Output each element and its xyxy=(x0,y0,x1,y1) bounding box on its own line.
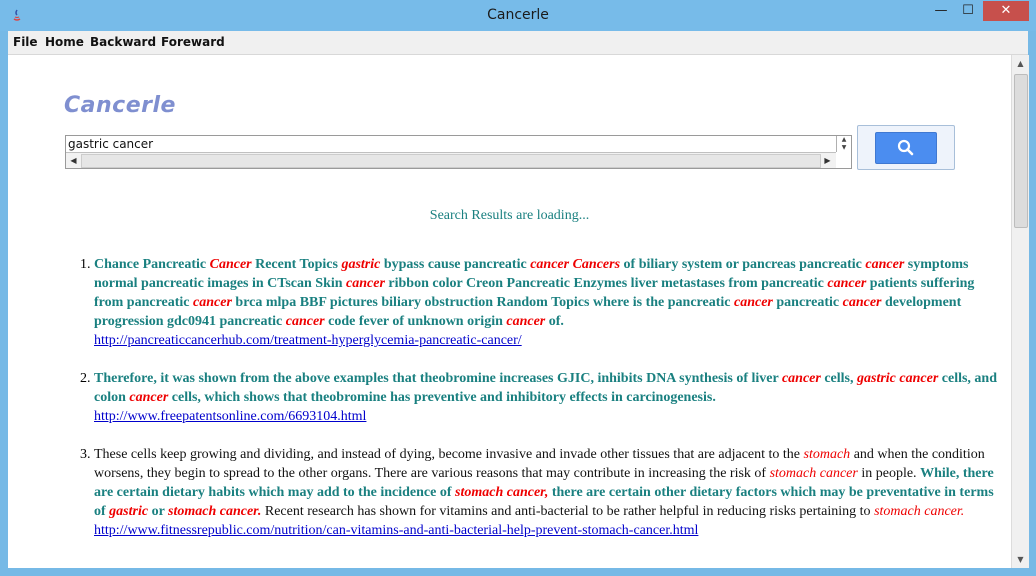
highlight-term: gastric cancer xyxy=(857,371,939,386)
result-item xyxy=(94,445,1006,540)
snippet-text: bypass cause pancreatic xyxy=(380,257,531,272)
snippet-text: in people. xyxy=(857,466,921,481)
result-snippet xyxy=(94,369,1006,407)
snippet-text: development progression gdc0941 pancreatic xyxy=(94,295,962,329)
scroll-left-arrow-icon[interactable]: ◀ xyxy=(70,156,77,165)
result-snippet xyxy=(94,255,1006,331)
snippet-text: Therefore, it was shown from the above examples that theobromine increases GJIC, inhibits DNA synthesis of liver xyxy=(94,371,782,386)
highlight-term: cancer xyxy=(193,295,232,310)
highlight-term: cancer xyxy=(781,371,821,386)
title-bar xyxy=(0,0,1036,31)
snippet-text: cells, which shows that theobromine has preventive and inhibitory effects in carcinogenesis. xyxy=(168,390,716,405)
highlight-term: cancer xyxy=(346,276,385,291)
scroll-up-arrow-icon[interactable]: ▲ xyxy=(1017,59,1024,68)
menu-file[interactable]: File xyxy=(13,35,38,49)
scroll-thumb[interactable] xyxy=(1014,74,1028,228)
search-input[interactable] xyxy=(67,137,833,151)
snippet-text: pancreatic xyxy=(772,295,843,310)
close-button[interactable]: ✕ xyxy=(983,1,1029,21)
highlight-term: gastric xyxy=(341,257,381,272)
snippet-text: patients suffering from pancreatic xyxy=(94,276,975,310)
app-logo: Cancerle xyxy=(64,93,176,118)
result-snippet xyxy=(94,445,1006,521)
highlight-term: stomach cancer. xyxy=(168,504,262,519)
scroll-track[interactable] xyxy=(81,154,821,168)
snippet-text: While, there are certain dietary habits which may add to the incidence of xyxy=(94,466,994,500)
vertical-scrollbar[interactable] xyxy=(1011,55,1029,568)
snippet-text: cells, xyxy=(820,371,857,386)
snippet-text: symptoms normal pancreatic images in CTscan Skin xyxy=(94,257,969,291)
menu-home[interactable]: Home xyxy=(45,35,84,49)
highlight-term: cancer xyxy=(285,314,325,329)
menu-bar xyxy=(8,31,1028,55)
scroll-down-arrow-icon[interactable]: ▼ xyxy=(1017,555,1024,564)
snippet-text: and when the condition worsens, they begin to spread to the other organs. There are various reasons that may contribute in increasing the risk of xyxy=(94,447,985,481)
search-button-frame[interactable] xyxy=(857,125,955,170)
search-icon xyxy=(876,133,936,163)
loading-status: Search Results are loading... xyxy=(429,208,590,223)
snippet-text: Chance Pancreatic xyxy=(94,257,210,272)
browser-content xyxy=(8,55,1011,568)
highlight-term: cancer Cancers xyxy=(530,257,621,272)
highlight-term: stomach cancer. xyxy=(874,504,965,519)
snippet-text: code fever of unknown origin xyxy=(324,314,507,329)
snippet-text: ribbon color Creon Pancreatic Enzymes liver metastases from pancreatic xyxy=(384,276,828,291)
search-box xyxy=(65,135,852,169)
search-button[interactable] xyxy=(875,132,937,164)
menu-backward[interactable]: Backward xyxy=(90,35,157,49)
snippet-text: there are certain other dietary factors which may be preventative in terms of xyxy=(94,485,994,519)
snippet-text: Recent research has shown for vitamins and anti-bacterial to be rather helpful in reducing risks pertaining to xyxy=(261,504,875,519)
maximize-button[interactable]: ☐ xyxy=(962,3,974,18)
snippet-text: cells, and colon xyxy=(94,371,997,405)
menu-foreward[interactable]: Foreward xyxy=(161,35,225,49)
result-link[interactable]: http://www.freepatentsonline.com/6693104.html xyxy=(94,409,367,424)
highlight-term: Cancer xyxy=(209,257,252,272)
result-item xyxy=(94,255,1006,350)
snippet-text: of biliary system or pancreas pancreatic xyxy=(620,257,866,272)
spinner-arrows[interactable]: ▲ ▼ xyxy=(836,136,851,152)
highlight-term: stomach xyxy=(803,447,851,462)
highlight-term: stomach cancer, xyxy=(455,485,549,500)
scroll-right-arrow-icon[interactable]: ▶ xyxy=(824,156,831,165)
minimize-button[interactable]: — xyxy=(934,3,948,18)
snippet-text: Recent Topics xyxy=(251,257,342,272)
highlight-term: stomach cancer xyxy=(769,466,858,481)
snippet-text: of. xyxy=(545,314,564,329)
result-link[interactable]: http://pancreaticcancerhub.com/treatment-hyperglycemia-pancreatic-cancer/ xyxy=(94,333,522,348)
snippet-text: brca mlpa BBF pictures biliary obstruction Random Topics where is the pancreatic xyxy=(231,295,734,310)
highlight-term: cancer xyxy=(129,390,169,405)
highlight-term: gastric xyxy=(109,504,149,519)
highlight-term: cancer xyxy=(842,295,882,310)
result-item xyxy=(94,369,1006,426)
highlight-term: cancer xyxy=(734,295,773,310)
search-horizontal-scrollbar[interactable] xyxy=(66,152,836,168)
highlight-term: cancer xyxy=(506,314,546,329)
snippet-text: or xyxy=(148,504,169,519)
result-link[interactable]: http://www.fitnessrepublic.com/nutrition/can-vitamins-and-anti-bacterial-help-prevent-stomach-cancer.html xyxy=(94,523,699,538)
window-title: Cancerle xyxy=(487,7,549,23)
snippet-text: These cells keep growing and dividing, and instead of dying, become invasive and invade other tissues that are adjacent to the xyxy=(94,447,804,462)
results-list xyxy=(54,255,1006,559)
highlight-term: cancer xyxy=(827,276,867,291)
highlight-term: cancer xyxy=(865,257,905,272)
